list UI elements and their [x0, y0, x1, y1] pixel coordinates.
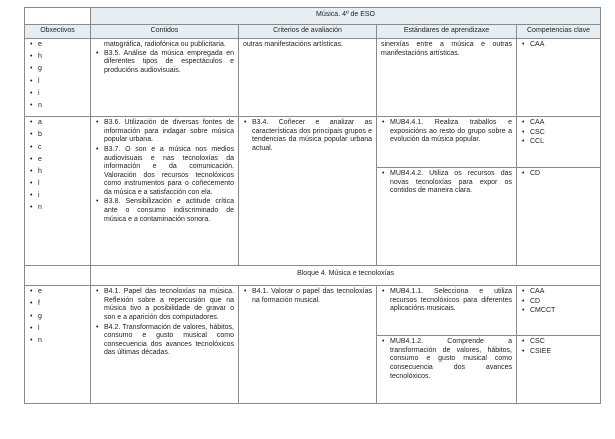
criteria-cell [239, 39, 377, 117]
competence-item: • CCL [521, 138, 596, 147]
standard-item: • MUB4.4.1. Realiza traballos e exposicións ao resto do grupo sobre a evolución da música popular. [381, 119, 512, 145]
competence-item: • CD [521, 170, 596, 179]
header-contents: Contidos [91, 25, 239, 39]
objective-item: • f [29, 300, 86, 312]
objective-item: • n [29, 102, 86, 114]
objective-item: • i [29, 90, 86, 102]
table-title: Música. 4º de ESO [91, 8, 601, 25]
header-criteria: Criterios de avaliación [239, 25, 377, 39]
content-item: • B3.6. Utilización de diversas fontes de información para indagar sobre música popular urbana. [95, 119, 234, 145]
objective-item: • l [29, 78, 86, 90]
objectives-cell [25, 286, 91, 404]
content-item: • B3.5. Análise da música empregada en diferentes tipos de espectáculos e producións audiovisuais. [95, 50, 234, 76]
standard-item: • MUB4.4.2. Utiliza os recursos das novas tecnoloxías para expor os contidos de maneira clara. [381, 170, 512, 196]
table-row [25, 117, 601, 266]
competences-cell [517, 117, 601, 266]
standard-continuation: sinerxías entre a música e outras manifestacións artísticas. [381, 41, 512, 57]
contents-cell [91, 39, 239, 117]
header-row [25, 25, 601, 39]
table-row [25, 286, 601, 404]
objective-item: • c [29, 144, 86, 156]
objective-item: • g [29, 313, 86, 325]
objective-item: • e [29, 41, 86, 53]
competence-item: • CAA [521, 119, 596, 128]
competences-cell [517, 39, 601, 117]
header-competences: Competencias clave [517, 25, 601, 39]
standard-item: • MUB4.1.2. Comprende a transformación de valores, hábitos, consumo e gusto musical como consecuencia dos avances tecnolóxicos. [381, 338, 512, 381]
criteria-cell [239, 286, 377, 404]
objective-item: • e [29, 288, 86, 300]
competence-item: • CSC [521, 129, 596, 138]
criteria-continuation: outras manifestacións artísticas. [243, 41, 343, 48]
contents-cell [91, 117, 239, 266]
header-objectives: Obxectivos [25, 25, 91, 39]
objective-item: • h [29, 168, 86, 180]
block-blank-cell [25, 266, 91, 286]
objective-item: • e [29, 156, 86, 168]
standards-cell [377, 286, 517, 404]
objective-item: • a [29, 119, 86, 131]
content-item: • B3.8. Sensibilización e actitude crítica ante o consumo indiscriminado de música e a contaminación sonora. [95, 198, 234, 224]
title-blank-cell [25, 8, 91, 25]
objectives-cell [25, 39, 91, 117]
block-row [25, 266, 601, 286]
competence-item: • CSC [521, 338, 596, 347]
content-item: • B4.1. Papel das tecnoloxías na música. Reflexión sobre a repercusión que na música tivo a posibilidade de gravar o son e a aparición dos computadores. [95, 288, 234, 322]
curriculum-table [24, 7, 601, 404]
criteria-item: • B4.1. Valorar o papel das tecnoloxías na formación musical. [243, 288, 372, 305]
standards-cell [377, 117, 517, 266]
criteria-item: • B3.4. Coñecer e analizar as características dos principais grupos e tendencias da música popular urbana actual. [243, 119, 372, 153]
table-row [25, 39, 601, 117]
criteria-cell [239, 117, 377, 266]
objective-item: • n [29, 337, 86, 349]
competence-item: • CD [521, 298, 596, 307]
content-continuation: matográfica, radiofónica ou publicitaria. [104, 41, 226, 48]
objective-item: • l [29, 180, 86, 192]
standards-cell [377, 39, 517, 117]
objective-item: • l [29, 325, 86, 337]
content-item: • B4.2. Transformación de valores, hábitos, consumo e gusto musical como consecuencia dos avances tecnolóxicos das últimas décadas. [95, 324, 234, 358]
objective-item: • h [29, 53, 86, 65]
header-standards: Estándares de aprendizaxe [377, 25, 517, 39]
objectives-cell [25, 117, 91, 266]
objective-item: • g [29, 65, 86, 77]
curriculum-document [24, 7, 600, 404]
competences-cell [517, 286, 601, 404]
objective-item: • n [29, 204, 86, 216]
standard-item: • MUB4.1.1. Selecciona e utiliza recursos tecnolóxicos para diferentes aplicacións musicais. [381, 288, 512, 314]
competence-item: • CAA [521, 41, 596, 50]
competence-item: • CSIEE [521, 348, 596, 357]
content-item: • B3.7. O son e a música nos medios audiovisuais e nas tecnoloxías da información e da comunicación. Valoración dos recursos tecnolóxicos como instrumentos para o coñecemento da música e a satisfacción con ela. [95, 146, 234, 198]
competence-item: • CAA [521, 288, 596, 297]
title-row [25, 8, 601, 25]
objective-item: • i [29, 192, 86, 204]
block-title: Bloque 4. Música e tecnoloxías [91, 266, 601, 286]
competence-item: • CMCCT [521, 307, 596, 316]
objective-item: • b [29, 131, 86, 143]
contents-cell [91, 286, 239, 404]
